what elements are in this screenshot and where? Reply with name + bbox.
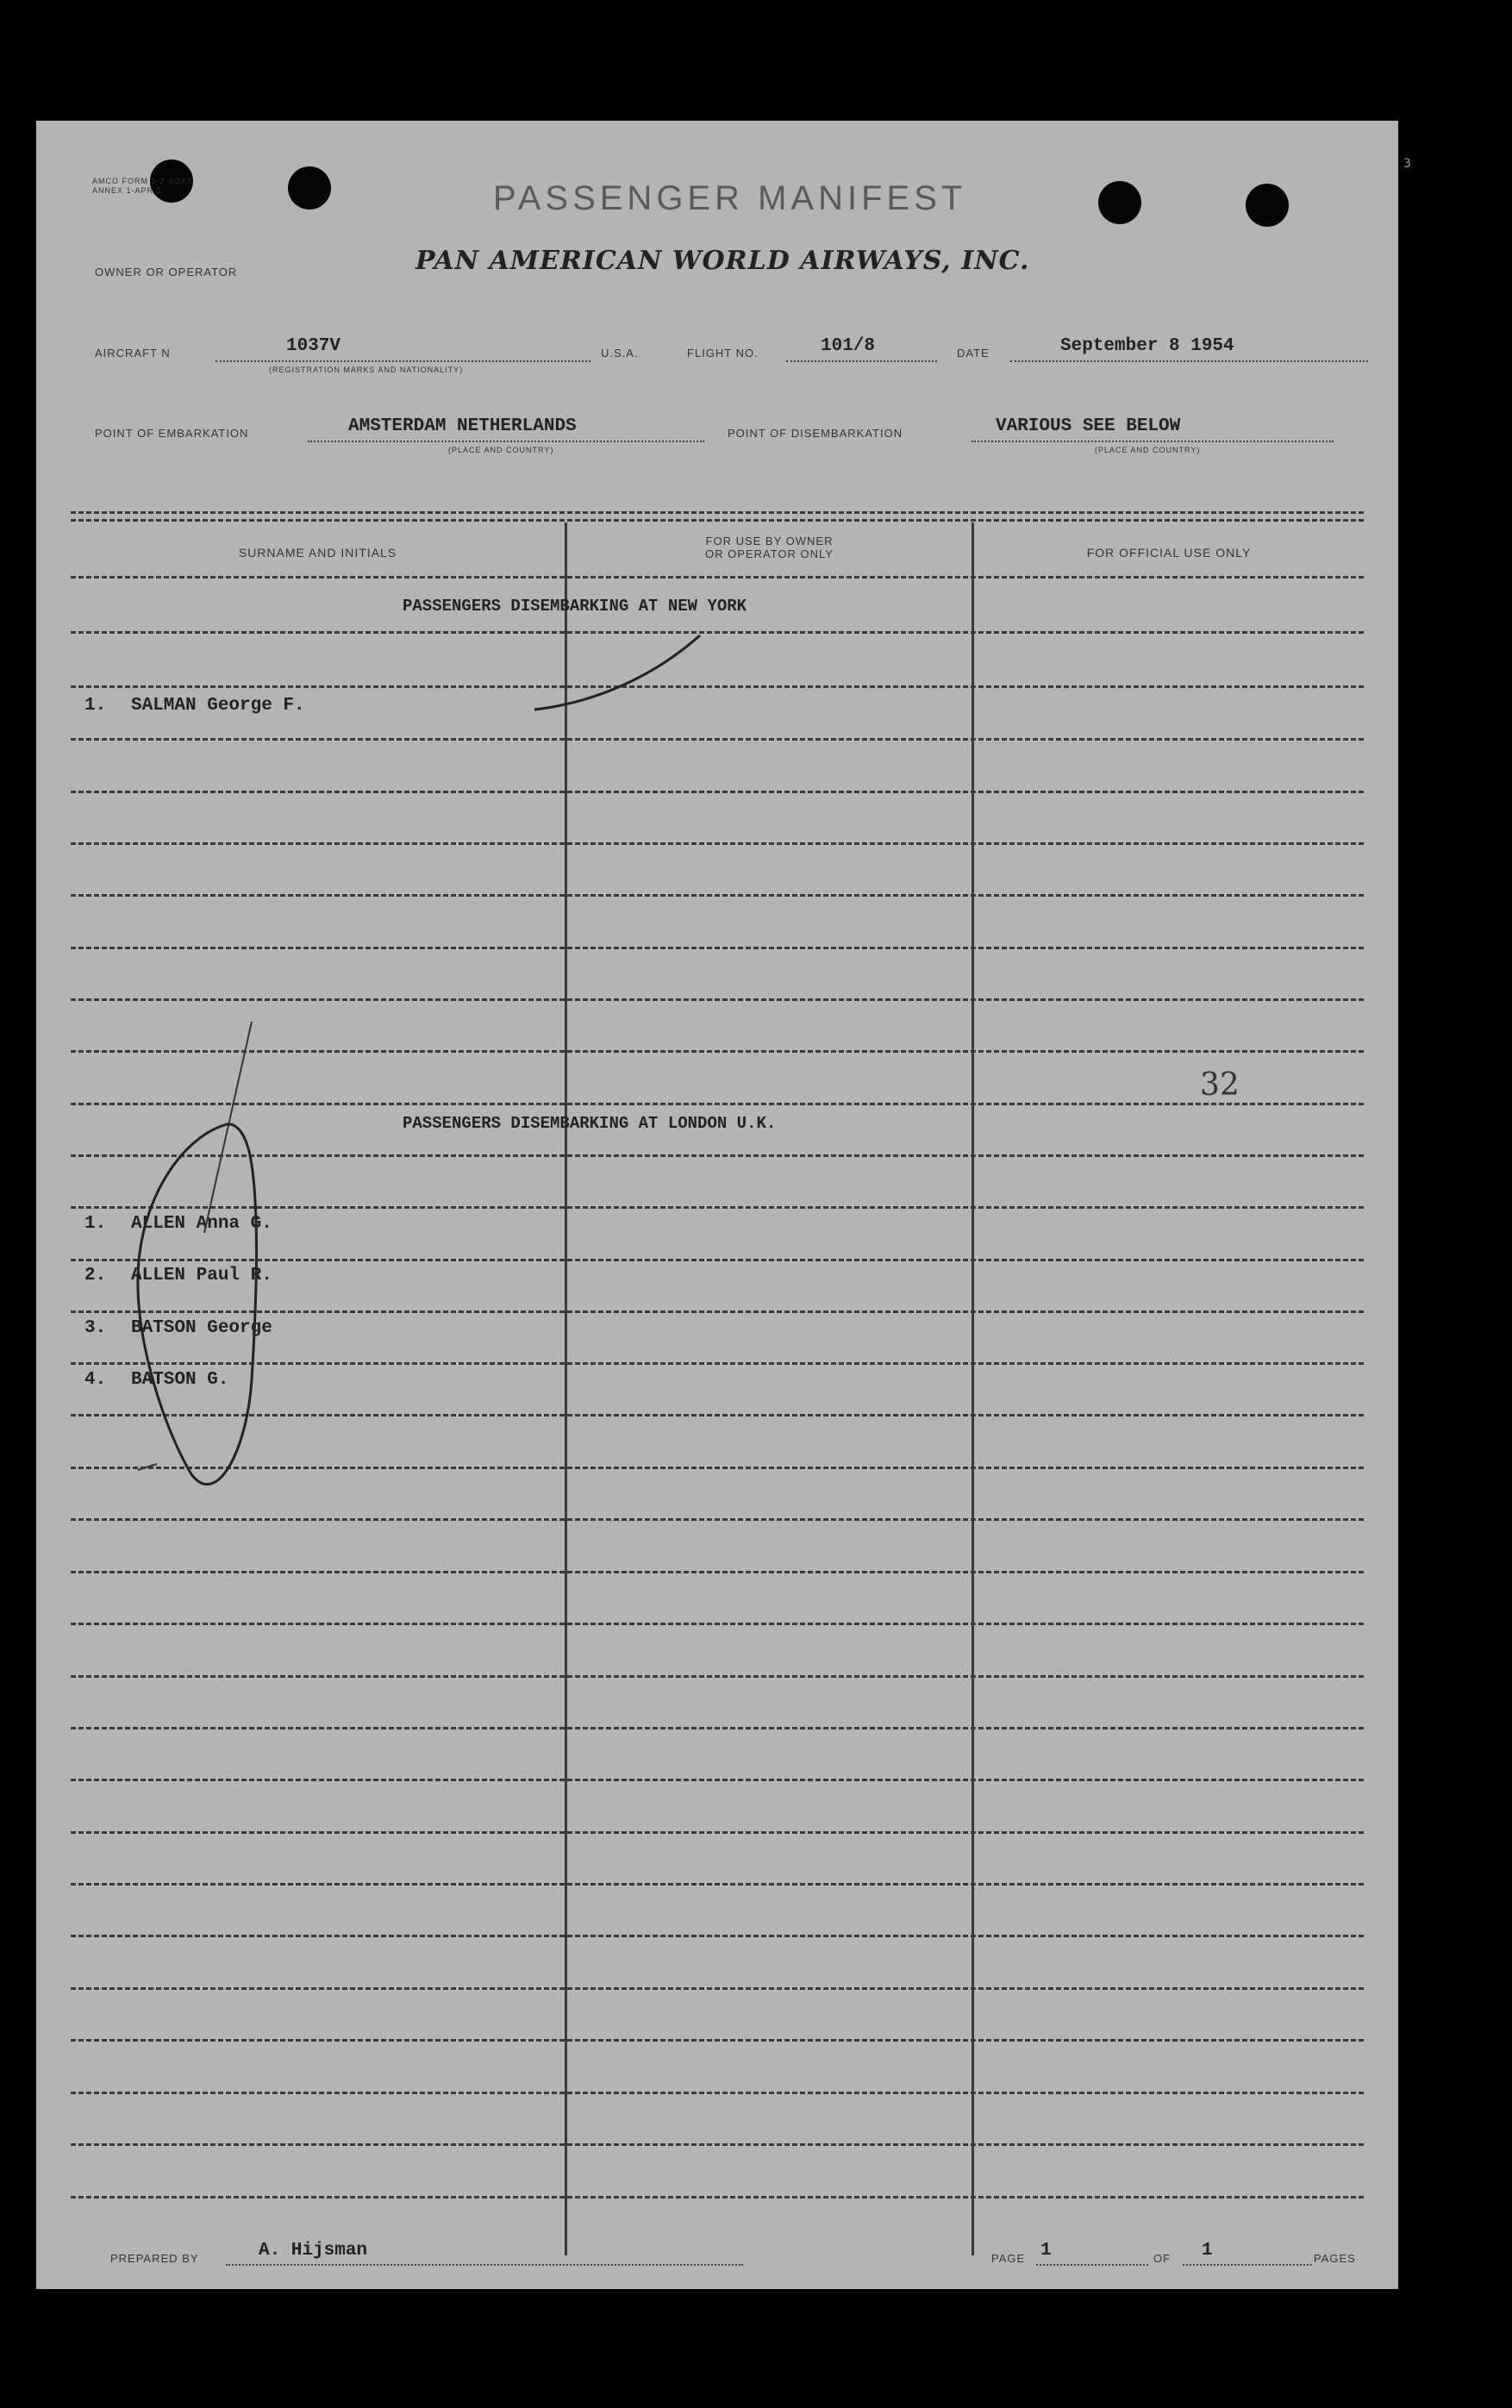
page-label: PAGE	[991, 2252, 1026, 2265]
passenger-name: BATSON George	[131, 1318, 272, 1338]
disembark-note: (PLACE AND COUNTRY)	[1095, 446, 1201, 454]
column-header-owner-use-1: FOR USE BY OWNER	[705, 535, 834, 547]
prepared-label: PREPARED BY	[110, 2252, 199, 2265]
column-header-owner-use-2: OR OPERATOR ONLY	[705, 547, 834, 560]
passenger-name: SALMAN George F.	[131, 696, 305, 716]
handwritten-annotations	[36, 121, 1398, 2289]
passenger-name: ALLEN Paul R.	[131, 1266, 272, 1285]
date-label: DATE	[957, 347, 990, 360]
passenger-number: 2.	[84, 1266, 107, 1285]
registration-note: (REGISTRATION MARKS AND NATIONALITY)	[269, 366, 464, 374]
flight-value: 101/8	[821, 336, 876, 356]
airline-name: PAN AMERICAN WORLD AIRWAYS, INC.	[415, 246, 1030, 276]
aircraft-label: AIRCRAFT N	[95, 347, 171, 360]
disembark-label: POINT OF DISEMBARKATION	[728, 427, 903, 440]
disembark-value: VARIOUS SEE BELOW	[996, 416, 1181, 436]
manifest-sheet	[36, 121, 1398, 2289]
edge-mark: 3	[1403, 157, 1411, 171]
official-stamp-number: 32	[1200, 1067, 1240, 1103]
passenger-number: 3.	[84, 1318, 107, 1338]
page-number: 1	[1040, 2241, 1052, 2261]
embark-value: AMSTERDAM NETHERLANDS	[348, 416, 577, 436]
date-value: September 8 1954	[1060, 336, 1234, 356]
section-heading-new-york: PASSENGERS DISEMBARKING AT NEW YORK	[403, 597, 747, 616]
aircraft-value: 1037V	[286, 336, 341, 356]
prepared-value: A. Hijsman	[259, 2241, 368, 2261]
flight-label: FLIGHT NO.	[687, 347, 759, 360]
owner-label: OWNER OR OPERATOR	[95, 266, 238, 278]
total-pages: 1	[1202, 2241, 1213, 2261]
embark-label: POINT OF EMBARKATION	[95, 427, 249, 440]
form-code: AMCO FORM 1-2 SOXS ANNEX 1-APR 2	[92, 177, 194, 195]
section-heading-london: PASSENGERS DISEMBARKING AT LONDON U.K.	[403, 1114, 777, 1133]
page-title: PASSENGER MANIFEST	[493, 179, 967, 217]
column-header-official-use: FOR OFFICIAL USE ONLY	[1086, 546, 1252, 560]
passenger-name: ALLEN Anna G.	[131, 1214, 272, 1234]
passenger-number: 1.	[84, 696, 107, 716]
embark-note: (PLACE AND COUNTRY)	[448, 446, 554, 454]
passenger-number: 1.	[84, 1214, 107, 1234]
column-header-surname: SURNAME AND INITIALS	[238, 546, 397, 560]
passenger-name: BATSON G.	[131, 1370, 229, 1390]
passenger-number: 4.	[84, 1370, 107, 1390]
pages-label: PAGES	[1314, 2252, 1356, 2265]
country-label: U.S.A.	[601, 347, 639, 360]
of-label: OF	[1153, 2252, 1171, 2265]
